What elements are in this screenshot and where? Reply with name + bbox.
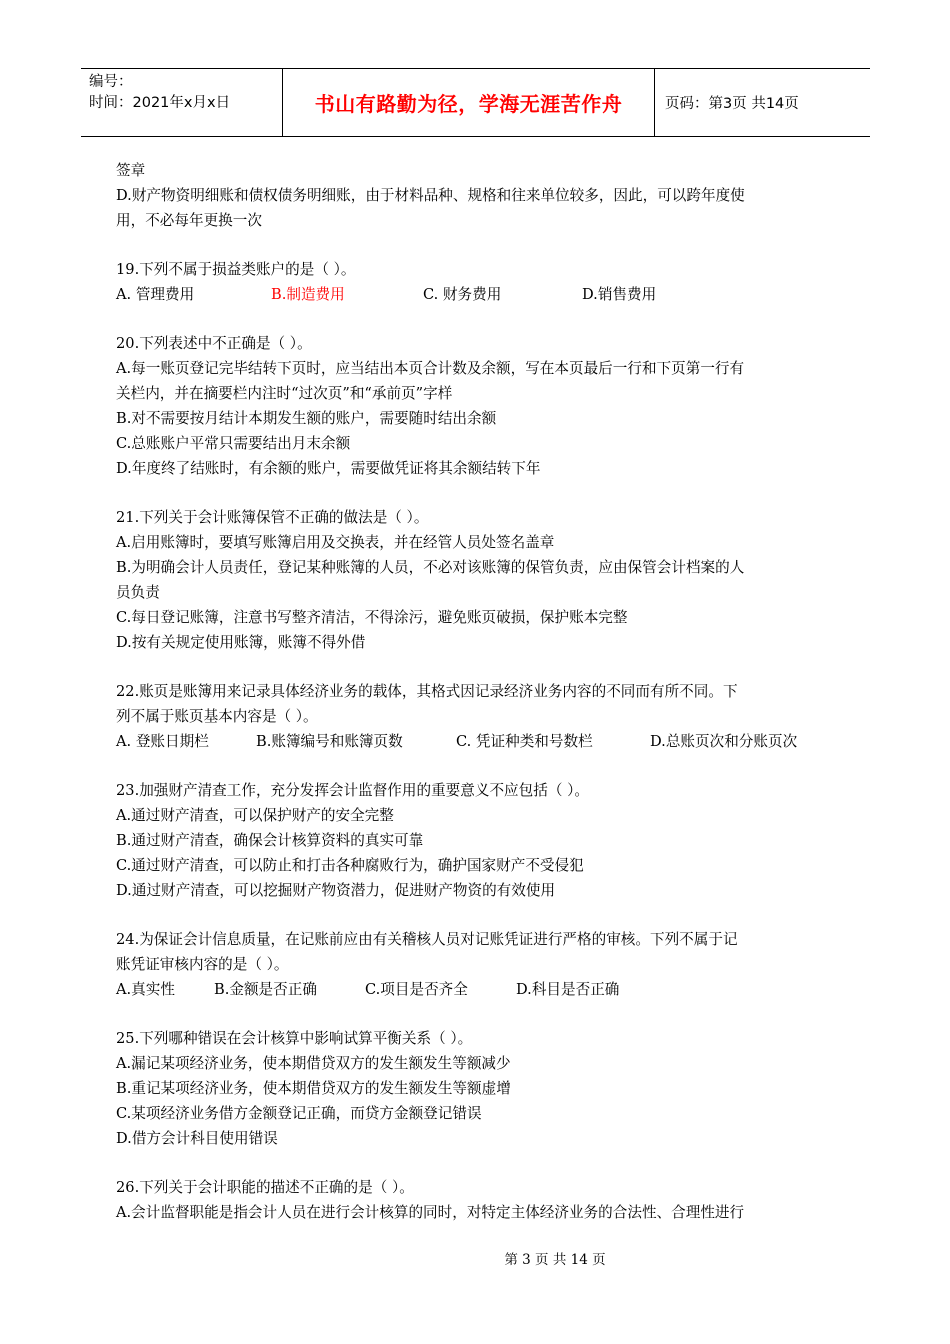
page-footer: 第 3 页 共 14 页: [504, 1252, 606, 1268]
carry-option-d-line2: 用，不必每年更换一次: [116, 212, 262, 229]
option-c: C. 财务费用: [423, 286, 502, 303]
carry-text: 签章: [116, 162, 146, 179]
header-left-cell: [81, 69, 283, 136]
option-d: D.借方会计科目使用错误: [116, 1130, 278, 1147]
question-stem: 23.加强财产清查工作，充分发挥会计监督作用的重要意义不应包括（ ）。: [116, 782, 589, 799]
question-24: [116, 927, 838, 1002]
option-a: A. 管理费用: [116, 286, 195, 303]
option-c: C. 凭证种类和号数栏: [456, 733, 593, 750]
question-stem: 19.下列不属于损益类账户的是（ ）。: [116, 261, 356, 278]
option-c: C.通过财产清查，可以防止和打击各种腐败行为，确护国家财产不受侵犯: [116, 857, 584, 874]
page-header: [81, 68, 870, 137]
question-20: [116, 331, 838, 481]
option-d: D.总账页次和分账页次: [650, 733, 798, 750]
option-a: A. 登账日期栏: [116, 733, 209, 750]
question-26: [116, 1175, 838, 1225]
document-body: [116, 158, 838, 1225]
option-c: C.某项经济业务借方金额登记正确，而贷方金额登记错误: [116, 1105, 482, 1122]
option-d: D.通过财产清查，可以挖掘财产物资潜力，促进财产物资的有效使用: [116, 882, 556, 899]
option-a-line1: A.会计监督职能是指会计人员在进行会计核算的同时，对特定主体经济业务的合法性、合理性进行: [116, 1204, 745, 1221]
option-d: D.年度终了结账时，有余额的账户，需要做凭证将其余额结转下年: [116, 460, 541, 477]
question-stem-line2: 账凭证审核内容的是（ ）。: [116, 956, 289, 973]
date-label: 时间：2021年x月x日: [89, 95, 231, 111]
option-a: A.启用账簿时，要填写账簿启用及交换表，并在经管人员处签名盖章: [116, 534, 555, 551]
option-b: B.通过财产清查，确保会计核算资料的真实可靠: [116, 832, 424, 849]
option-a: A.漏记某项经济业务，使本期借贷双方的发生额发生等额减少: [116, 1055, 511, 1072]
option-b-line1: B.为明确会计人员责任，登记某种账簿的人员，不必对该账簿的保管负责，应由保管会计档案的人: [116, 559, 745, 576]
option-d: D.销售费用: [582, 286, 657, 303]
motto: 书山有路勤为径，学海无涯苦作舟: [283, 69, 655, 136]
question-stem-line1: 22.账页是账簿用来记录具体经济业务的载体，其格式因记录经济业务内容的不同而有所不同。下: [116, 683, 738, 700]
question-23: [116, 778, 838, 903]
option-b: B.制造费用: [271, 286, 345, 303]
option-b: B.账簿编号和账簿页数: [256, 733, 403, 750]
question-stem: 20.下列表述中不正确是（ ）。: [116, 335, 312, 352]
question-25: [116, 1026, 838, 1151]
option-a: A.通过财产清查，可以保护财产的安全完整: [116, 807, 394, 824]
question-stem: 21.下列关于会计账簿保管不正确的做法是（ ）。: [116, 509, 429, 526]
option-d: D.科目是否正确: [516, 981, 620, 998]
option-a-line1: A.每一账页登记完毕结转下页时，应当结出本页合计数及余额，写在本页最后一行和下页第一行有: [116, 360, 745, 377]
option-b-line2: 员负责: [116, 584, 160, 601]
option-c: C.每日登记账簿，注意书写整齐清洁，不得涂污，避免账页破损，保护账本完整: [116, 609, 628, 626]
option-b: B.对不需要按月结计本期发生额的账户，需要随时结出余额: [116, 410, 497, 427]
question-stem-line2: 列不属于账页基本内容是（ ）。: [116, 708, 318, 725]
question-stem-line1: 24.为保证会计信息质量，在记账前应由有关稽核人员对记账凭证进行严格的审核。下列不属于记: [116, 931, 738, 948]
option-c: C.总账账户平常只需要结出月末余额: [116, 435, 351, 452]
question-stem: 26.下列关于会计职能的描述不正确的是（ ）。: [116, 1179, 414, 1196]
option-c: C.项目是否齐全: [365, 981, 468, 998]
question-21: [116, 505, 838, 655]
option-a-line2: 关栏内，并在摘要栏内注时“过次页”和“承前页”字样: [116, 385, 453, 402]
option-d: D.按有关规定使用账簿，账簿不得外借: [116, 634, 366, 651]
page-info: 页码：第3页 共14页: [665, 96, 799, 112]
option-b: B.重记某项经济业务，使本期借贷双方的发生额发生等额虚增: [116, 1080, 511, 1097]
question-22: [116, 679, 838, 754]
options-row: [116, 729, 838, 754]
carry-option-d-line1: D.财产物资明细账和债权债务明细账，由于材料品种、规格和往来单位较多，因此，可以跨年度使: [116, 187, 745, 204]
option-b: B.金额是否正确: [214, 981, 317, 998]
option-a: A.真实性: [116, 981, 175, 998]
options-row: [116, 977, 838, 1002]
question-19: [116, 257, 838, 307]
question-stem: 25.下列哪种错误在会计核算中影响试算平衡关系（ ）。: [116, 1030, 473, 1047]
code-label: 编号：: [89, 74, 133, 90]
options-row: [116, 282, 838, 307]
